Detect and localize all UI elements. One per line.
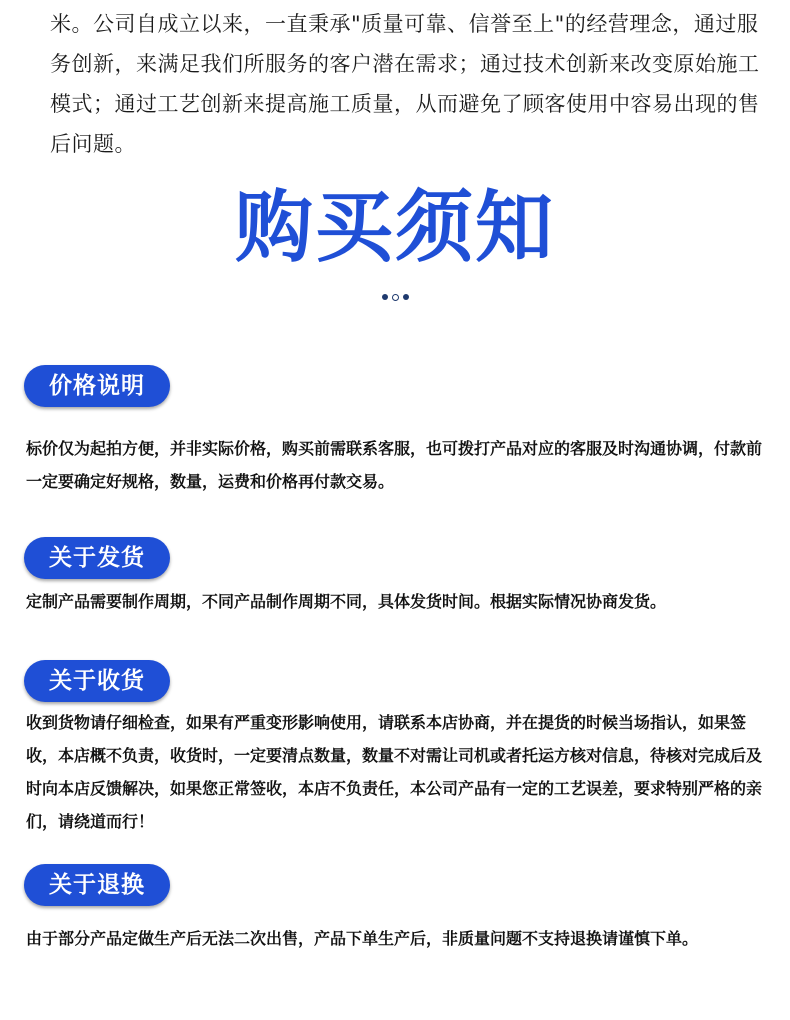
decorative-dots: [0, 292, 790, 302]
dot-icon: [403, 294, 409, 300]
section-body-price: 标价仅为起拍方便，并非实际价格，购买前需联系客服，也可拨打产品对应的客服及时沟通协调，付款前一定要确定好规格，数量，运费和价格再付款交易。: [26, 439, 763, 491]
notice-title: 购买须知: [234, 183, 555, 273]
dot-icon: [382, 294, 388, 300]
section-body-returns: 由于部分产品定做生产后无法二次出售，产品下单生产后，非质量问题不支持退换请谨慎下单。: [26, 929, 699, 948]
dot-icon: [392, 294, 399, 301]
section-body-shipping: 定制产品需要制作周期，不同产品制作周期不同，具体发货时间。根据实际情况协商发货。: [26, 592, 667, 611]
section-heading-returns: 关于退换: [24, 864, 170, 906]
section-heading-receiving: 关于收货: [24, 660, 170, 702]
intro-paragraph: 米。公司自成立以来，一直秉承"质量可靠、信誉至上"的经营理念，通过服务创新，来满足我们所服务的客户潜在需求；通过技术创新来改变原始施工模式；通过工艺创新来提高施工质量，从而避免了顾客使用中容易出现的售后问题。: [50, 12, 760, 156]
section-heading-price: 价格说明: [24, 365, 170, 407]
section-heading-shipping: 关于发货: [24, 537, 170, 579]
section-body-receiving: 收到货物请仔细检查，如果有严重变形影响使用，请联系本店协商，并在提货的时候当场指认，如果签收，本店概不负责，收货时，一定要清点数量，数量不对需让司机或者托运方核对信息，待核对完成后及时向本店反馈解决，如果您正常签收，本店不负责任，本公司产品有一定的工艺误差，要求特别严格的亲们，请绕道而行！: [26, 713, 763, 831]
